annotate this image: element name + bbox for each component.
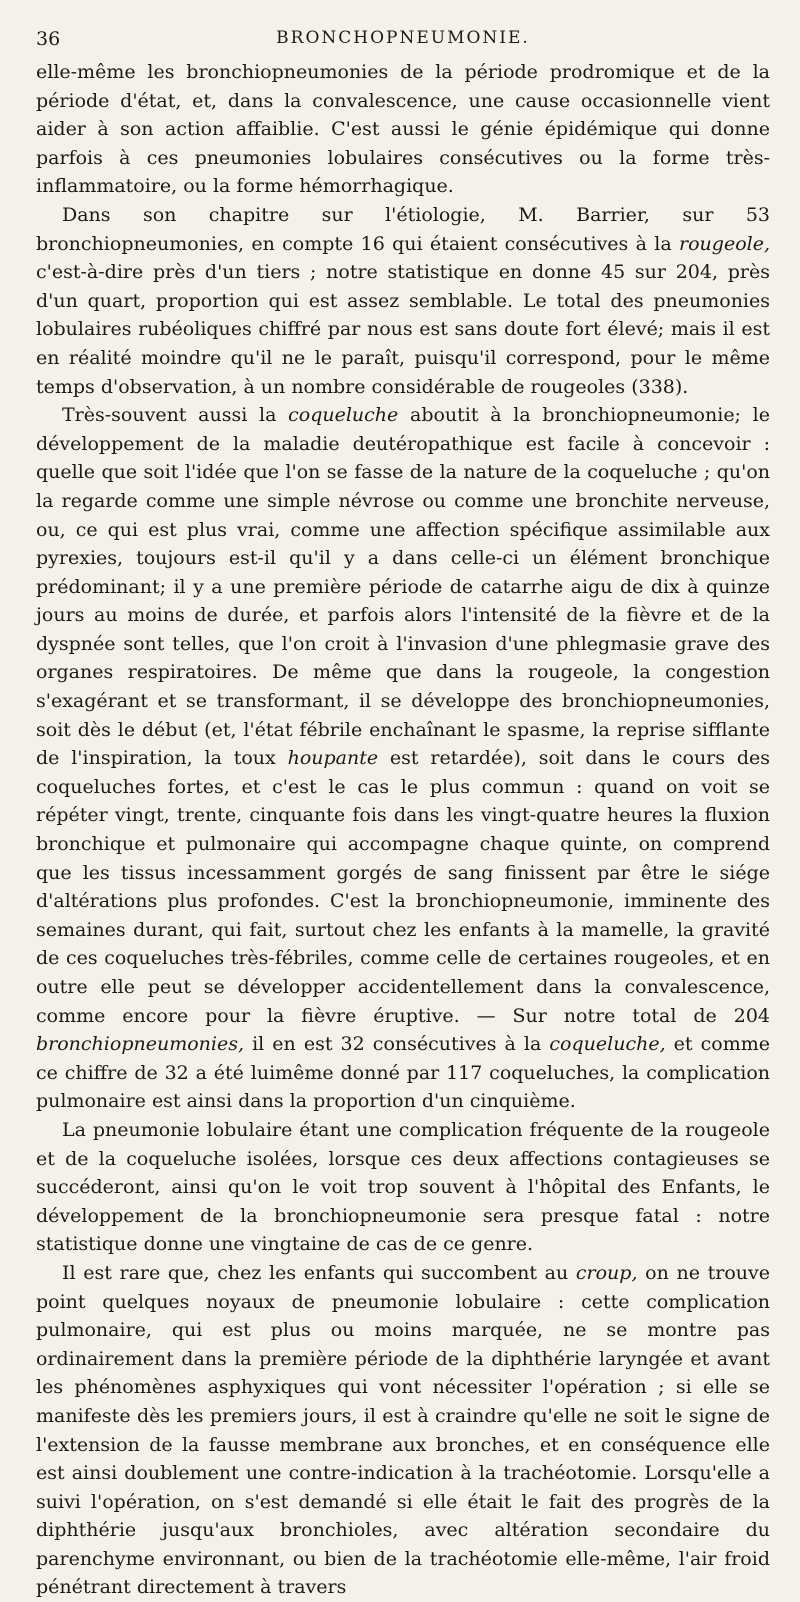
italic-term: coqueluche [288, 404, 399, 427]
italic-term: coqueluche, [549, 1033, 666, 1056]
paragraph-5: Il est rare que, chez les enfants qui succombent au croup, on ne trouve point quelques noyaux de pneumonie lobulaire : cette complication pulmonaire, qui est plus ou moins marquée, ne se montre pas ordinairement dans la première période de la diphthérie laryngée et avant les phénomènes asphyxiques qui vont nécessiter l'opération ; si elle se manifeste dès les premiers jours, il est à craindre qu'elle ne soit le signe de l'extension de la fausse membrane aux bronches, et en conséquence elle est ainsi doublement une contre-indication à la trachéotomie. Lorsqu'elle a suivi l'opération, on s'est demandé si elle était le fait des progrès de la diphthérie jusqu'aux bronchioles, avec altération secondaire du parenchyme environnant, ou bien de la trachéotomie elle-même, l'air froid pénétrant directement à travers [36, 1261, 770, 1599]
paragraph-1: elle-même les bronchiopneumonies de la période prodromique et de la période d'état, et, dans la convalescence, une cause occasionnelle vient aider à son action affaiblie. C'est aussi le génie épidémique qui donne parfois à ces pneumonies lobulaires consécutives ou la forme très-inflammatoire, ou la forme hémorrhagique. [36, 61, 770, 198]
italic-term: bronchiopneumonies, [36, 1033, 244, 1056]
page-number: 36 [36, 28, 61, 50]
italic-term: croup, [575, 1261, 638, 1284]
paragraph-2: Dans son chapitre sur l'étiologie, M. Barrier, sur 53 bronchiopneumonies, en compte 16 qui étaient consécutives à la rougeole, c'est-à-dire près d'un tiers ; notre statistique en donne 45 sur 204, près d'un quart, proportion qui est assez semblable. Le total des pneumonies lobulaires rubéoliques chiffré par nous est sans doute fort élevé; mais il est en réalité moindre qu'il ne le paraît, puisqu'il correspond, pour le même temps d'observation, à un nombre considérable de rougeoles (338). [36, 203, 770, 398]
paragraph-4: La pneumonie lobulaire étant une complication fréquente de la rougeole et de la coqueluche isolées, lorsque ces deux affections contagieuses se succéderont, ainsi qu'on le voit trop souvent à l'hôpital des Enfants, le développement de la bronchiopneumonie sera presque fatal : notre statistique donne une vingtaine de cas de ce genre. [36, 1118, 770, 1256]
page-body [36, 58, 770, 1602]
paragraph-3: Très-souvent aussi la coqueluche aboutit à la bronchiopneumonie; le développement de la maladie deutéropathique est facile à concevoir : quelle que soit l'idée que l'on se fasse de la nature de la coqueluche ; qu'on la regarde comme une simple névrose ou comme une bronchite nerveuse, ou, ce qui est plus vrai, comme une affection spécifique assimilable aux pyrexies, toujours est-il qu'il y a dans celle-ci un élément bronchique prédominant; il y a une première période de catarrhe aigu de dix à quinze jours au moins de durée, et parfois alors l'intensité de la fièvre et de la dyspnée sont telles, que l'on croit à l'invasion d'une phlegmasie grave des organes respiratoires. De même que dans la rougeole, la congestion s'exagérant et se transformant, il se développe des bronchiopneumonies, soit dès le début (et, l'état fébrile enchaînant le spasme, la reprise sifflante de l'inspiration, la toux houpante est retardée), soit dans le cours des coqueluches fortes, et c'est le cas le plus commun : quand on voit se répéter vingt, trente, cinquante fois dans les vingt-quatre heures la fluxion bronchique et pulmonaire qui accompagne chaque quinte, on comprend que les tissus incessamment gorgés de sang finissent par être le siége d'altérations plus profondes. C'est la bronchiopneumonie, imminente des semaines durant, qui fait, surtout chez les enfants à la mamelle, la gravité de ces coqueluches très-fébriles, comme celle de certaines rougeoles, et en outre elle peut se développer accidentellement dans la convalescence, comme encore pour la fièvre éruptive. — Sur notre total de 204 bronchiopneumonies, il en est 32 consécutives à la coqueluche, et comme ce chiffre de 32 a été luimême donné par 117 coqueluches, la complication pulmonaire est ainsi dans la proportion d'un cinquième. [36, 404, 770, 1113]
page-header [36, 22, 770, 58]
italic-term: houpante [287, 747, 379, 770]
italic-term: rougeole, [679, 232, 770, 255]
running-title: BRONCHOPNEUMONIE. [276, 28, 530, 48]
